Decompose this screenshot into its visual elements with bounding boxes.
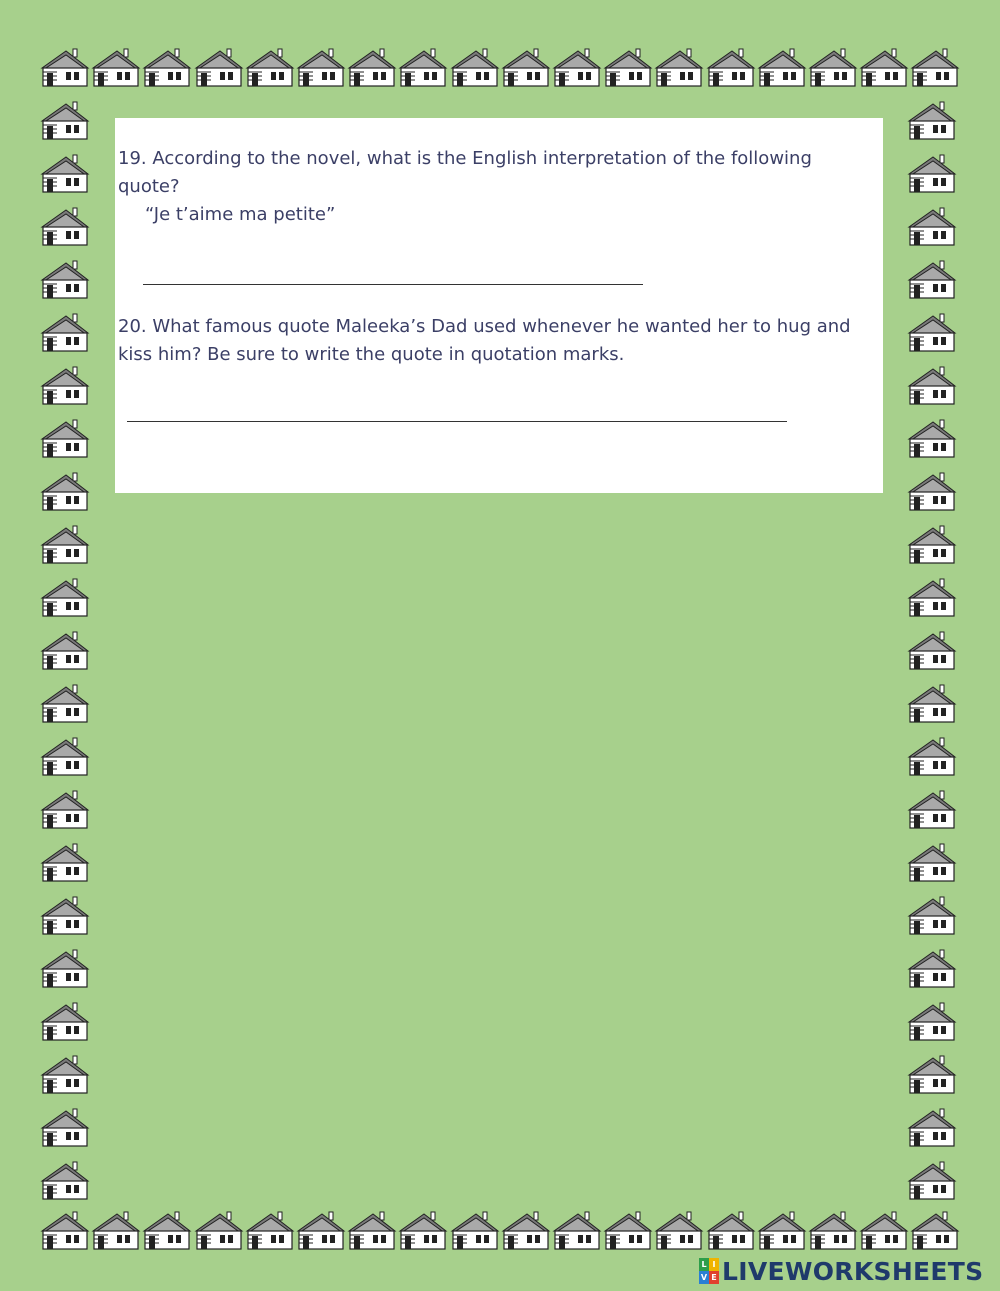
house-icon xyxy=(910,1209,960,1251)
logo-text: LIVEWORKSHEETS xyxy=(722,1256,984,1286)
house-icon xyxy=(296,1209,346,1251)
house-icon xyxy=(40,99,90,141)
house-icon xyxy=(907,99,957,141)
house-icon xyxy=(552,1209,602,1251)
house-icon xyxy=(501,1209,551,1251)
house-icon xyxy=(907,311,957,353)
house-icon xyxy=(40,364,90,406)
house-icon xyxy=(907,205,957,247)
house-icon xyxy=(907,470,957,512)
question-20-text: 20. What famous quote Maleeka’s Dad used whenever he wanted her to hug and kiss him? Be sure to write the quote in quotation marks. xyxy=(118,316,851,365)
house-icon xyxy=(194,1209,244,1251)
house-icon xyxy=(40,258,90,300)
logo-letter-l: L xyxy=(699,1258,709,1271)
answer-line-20[interactable] xyxy=(127,421,787,422)
house-icon xyxy=(907,417,957,459)
house-icon xyxy=(910,46,960,88)
house-icon xyxy=(501,46,551,88)
house-icon xyxy=(603,1209,653,1251)
liveworksheets-logo xyxy=(699,1256,983,1286)
house-icon xyxy=(91,46,141,88)
logo-letter-i: I xyxy=(709,1258,719,1271)
house-icon xyxy=(706,1209,756,1251)
house-icon xyxy=(450,46,500,88)
house-icon xyxy=(552,46,602,88)
house-icon xyxy=(907,894,957,936)
house-icon xyxy=(40,629,90,671)
house-icon xyxy=(40,470,90,512)
house-icon xyxy=(907,576,957,618)
house-icon xyxy=(40,1159,90,1201)
house-icon xyxy=(91,1209,141,1251)
house-icon xyxy=(142,1209,192,1251)
house-icon xyxy=(907,152,957,194)
house-icon xyxy=(40,152,90,194)
house-icon xyxy=(859,46,909,88)
house-icon xyxy=(603,46,653,88)
house-icon xyxy=(398,1209,448,1251)
house-icon xyxy=(40,788,90,830)
house-icon xyxy=(706,46,756,88)
house-icon xyxy=(907,1000,957,1042)
house-icon xyxy=(245,46,295,88)
house-icon xyxy=(296,46,346,88)
house-icon xyxy=(808,1209,858,1251)
house-icon xyxy=(808,46,858,88)
house-icon xyxy=(654,1209,704,1251)
house-icon xyxy=(40,1106,90,1148)
house-icon xyxy=(347,46,397,88)
house-icon xyxy=(907,735,957,777)
house-icon xyxy=(40,1000,90,1042)
house-icon xyxy=(907,629,957,671)
house-icon xyxy=(40,46,90,88)
house-icon xyxy=(40,311,90,353)
question-19-quote: “Je t’aime ma petite” xyxy=(145,204,336,225)
house-icon xyxy=(40,576,90,618)
house-icon xyxy=(347,1209,397,1251)
house-icon xyxy=(907,841,957,883)
house-icon xyxy=(40,205,90,247)
house-icon xyxy=(907,258,957,300)
house-icon xyxy=(142,46,192,88)
house-icon xyxy=(245,1209,295,1251)
logo-letter-v: V xyxy=(700,1273,708,1282)
house-icon xyxy=(907,682,957,724)
house-icon xyxy=(907,947,957,989)
house-icon xyxy=(194,46,244,88)
house-icon xyxy=(40,894,90,936)
logo-badge-icon xyxy=(699,1258,719,1284)
house-icon xyxy=(907,364,957,406)
house-icon xyxy=(40,841,90,883)
house-icon xyxy=(757,1209,807,1251)
question-card xyxy=(115,118,883,493)
house-icon xyxy=(40,417,90,459)
house-icon xyxy=(907,788,957,830)
house-icon xyxy=(907,1053,957,1095)
house-icon xyxy=(40,523,90,565)
house-icon xyxy=(654,46,704,88)
house-icon xyxy=(398,46,448,88)
house-icon xyxy=(40,682,90,724)
house-icon xyxy=(757,46,807,88)
house-icon xyxy=(40,947,90,989)
house-icon xyxy=(450,1209,500,1251)
logo-letter-e: E xyxy=(709,1271,719,1284)
answer-line-19[interactable] xyxy=(143,284,643,285)
house-icon xyxy=(907,523,957,565)
house-icon xyxy=(907,1159,957,1201)
house-icon xyxy=(40,735,90,777)
house-icon xyxy=(859,1209,909,1251)
question-19-text: 19. According to the novel, what is the English interpretation of the following quote? xyxy=(118,148,812,197)
house-icon xyxy=(907,1106,957,1148)
house-icon xyxy=(40,1053,90,1095)
house-icon xyxy=(40,1209,90,1251)
